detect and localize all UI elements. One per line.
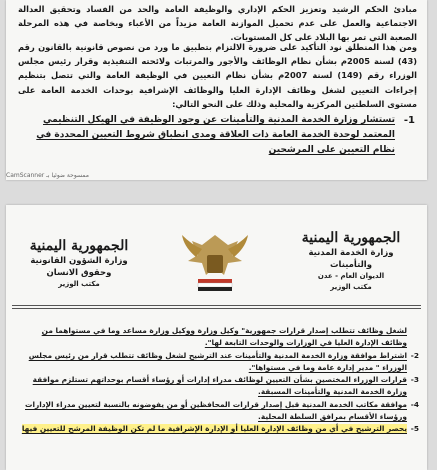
header-divider xyxy=(12,305,421,306)
item-text: تستشار وزارة الخدمة المدنية والتأمينات عن وجود الوظيفة في الهيكل التنظيمي المعتمد لوحدة الخدمة العامة ذات العلاقة ومدى انطباق شروط التعيين المحددة في نظام التعيين على المرشحين xyxy=(36,115,395,155)
numbered-list xyxy=(16,325,419,436)
minister-office: مكتب الوزير xyxy=(58,280,100,288)
header-divider xyxy=(12,308,421,309)
list-item xyxy=(16,350,419,375)
item-text: قرارات الوزراء المختصين بشأن التعيين لوظائف مدراء إدارات أو رؤساء أقسام بوحداتهم تستلزم موافقة وزارة الخدمة المدنية والتأمينات المسبقة. xyxy=(32,375,407,397)
item-text: اشتراط موافقة وزارة الخدمة المدنية والتأمينات عند الترشيح لشغل وظائف تتطلب قرار من رئيس مجلس الوزراء " مدير إدارة عامة وما في مستواها". xyxy=(28,350,407,372)
item-number: 3- xyxy=(410,375,419,385)
ministry-name: وزارة الشؤون القانونية xyxy=(30,256,128,266)
yemen-emblem-icon xyxy=(176,227,254,297)
ministry-name-line2: وحقوق الانسان xyxy=(46,268,112,278)
list-item xyxy=(16,374,419,399)
scanner-watermark: CamScanner ممسوحة ضوئيا بـ xyxy=(6,172,89,179)
list-item xyxy=(18,113,417,158)
item-number: 4- xyxy=(410,399,419,409)
item-number: 1- xyxy=(403,115,415,126)
item-text: يحصر الترشيح في أي من وظائف الإدارة العليا أو الإدارة الإشرافية ما لم تكن الوظيفة المرشح للتعيين فيها xyxy=(21,424,407,434)
letterhead-left xyxy=(24,237,134,290)
item-text: موافقة مكاتب الخدمة المدنية قبل إصدار قرارات المحافظين أو من يفوضونه بالنسبة لتعيين مدراء الإدارات ورؤساء الأقسام بمرافق السلطة المحلية. xyxy=(25,399,407,422)
office-name: الديوان العام - عدن xyxy=(317,272,385,280)
item-number: 5- xyxy=(410,424,419,434)
republic-title: الجمهورية اليمنية xyxy=(301,230,401,246)
document-page-top xyxy=(6,0,427,180)
item-number: 2- xyxy=(410,350,419,360)
paragraph-law-reference: ومن هذا المنطلق نود التأكيد على ضرورة الالتزام بتطبيق ما ورد من نصوص قانونية بالقانون رقم (43) لسنة 2005م بشأن نظام الوظائف والأجور والمرتبات ولائحته التنفيذية وقرار رئيس مجلس الوزراء رقم (149) لسنة 2007م بشأن نظام التعيين في الوظيفة العامة والتي تتصل بتنظيم إجراءات التعيين لشغل وظائف الإدارة العليا والوظائف الإشرافية بوحدات الخدمة العامة على مستوى السلطتين المركزية والمحلية وذلك على النحو التالي: xyxy=(18,42,418,109)
paragraph-intro: مبادئ الحكم الرشيد وتعزيز الحكم الإداري والوظيفة العامة والحد من الفساد وتحقيق العدالة الاجتماعية والعمل على عدم تحميل الموازنة العامة مزيداً من الأعباء وبخاصة في هذه المرحلة الصعبة التي تمر بها البلاد على كل المستويات. xyxy=(18,4,417,43)
list-item xyxy=(16,325,419,350)
ministry-name: وزارة الخدمة المدنية والتأمينات xyxy=(308,248,394,270)
minister-office: مكتب الوزير xyxy=(330,283,372,291)
list-item-highlighted xyxy=(16,423,419,435)
letterhead-right xyxy=(291,229,411,293)
list-item xyxy=(16,399,419,424)
republic-title: الجمهورية اليمنية xyxy=(29,238,129,254)
document-page-bottom xyxy=(6,205,427,470)
item-text: لشغل وظائف تتطلب إصدار قرارات جمهورية" وكيل وزارة ووكيل وزارة مساعد وما في مستواهما من وظائف الإدارة العليا في الوزارات والوحدات التابعة لها". xyxy=(41,326,407,348)
